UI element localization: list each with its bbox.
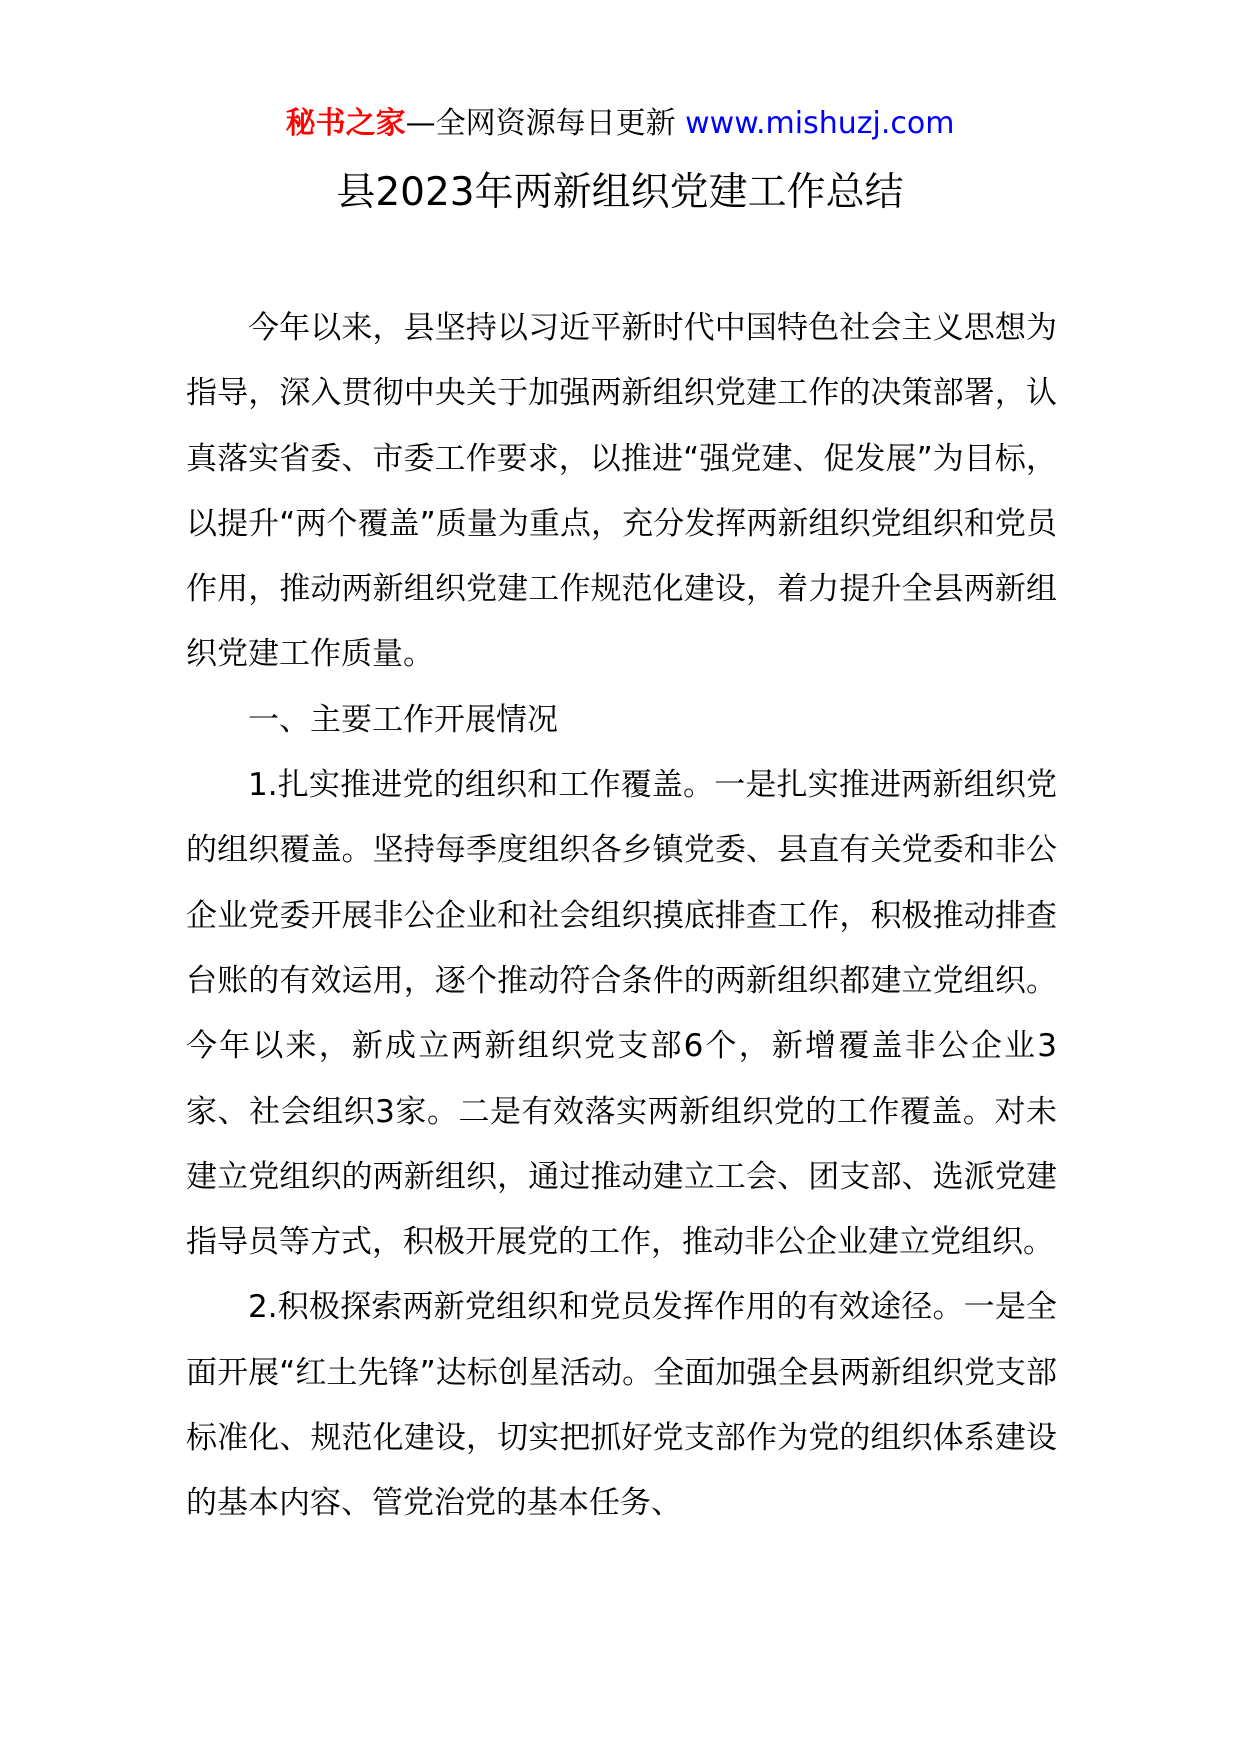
intro-paragraph: 今年以来，县坚持以习近平新时代中国特色社会主义思想为指导，深入贯彻中央关于加强两新组织党建工作的决策部署，认真落实省委、市委工作要求，以推进“强党建、促发展”为目标，以提升“两个覆盖”质量为重点，充分发挥两新组织党组织和党员作用，推动两新组织党建工作规范化建设，着力提升全县两新组织党建工作质量。 [186, 310, 1057, 673]
document-body [186, 296, 1057, 1537]
site-tagline: —全网资源每日更新 [405, 106, 676, 141]
site-header [0, 104, 1240, 144]
document-title: 县2023年两新组织党建工作总结 [336, 170, 904, 215]
site-url-link[interactable]: www.mishuzj.com [685, 106, 955, 141]
body-paragraph-1: 1.扎实推进党的组织和工作覆盖。一是扎实推进两新组织党的组织覆盖。坚持每季度组织各乡镇党委、县直有关党委和非公企业党委开展非公企业和社会组织摸底排查工作，积极推动排查台账的有效运用，逐个推动符合条件的两新组织都建立党组织。今年以来，新成立两新组织党支部6个，新增覆盖非公企业3家、社会组织3家。二是有效落实两新组织党的工作覆盖。对未建立党组织的两新组织，通过推动建立工会、团支部、选派党建指导员等方式，积极开展党的工作，推动非公企业建立党组织。 [186, 767, 1057, 1261]
section-heading: 一、主要工作开展情况 [248, 701, 558, 738]
body-paragraph-2: 2.积极探索两新党组织和党员发挥作用的有效途径。一是全面开展“红土先锋”达标创星活动。全面加强全县两新组织党支部标准化、规范化建设，切实把抓好党支部作为党的组织体系建设的基本内容、管党治党的基本任务、 [186, 1289, 1057, 1522]
brand-name: 秘书之家 [285, 106, 406, 141]
